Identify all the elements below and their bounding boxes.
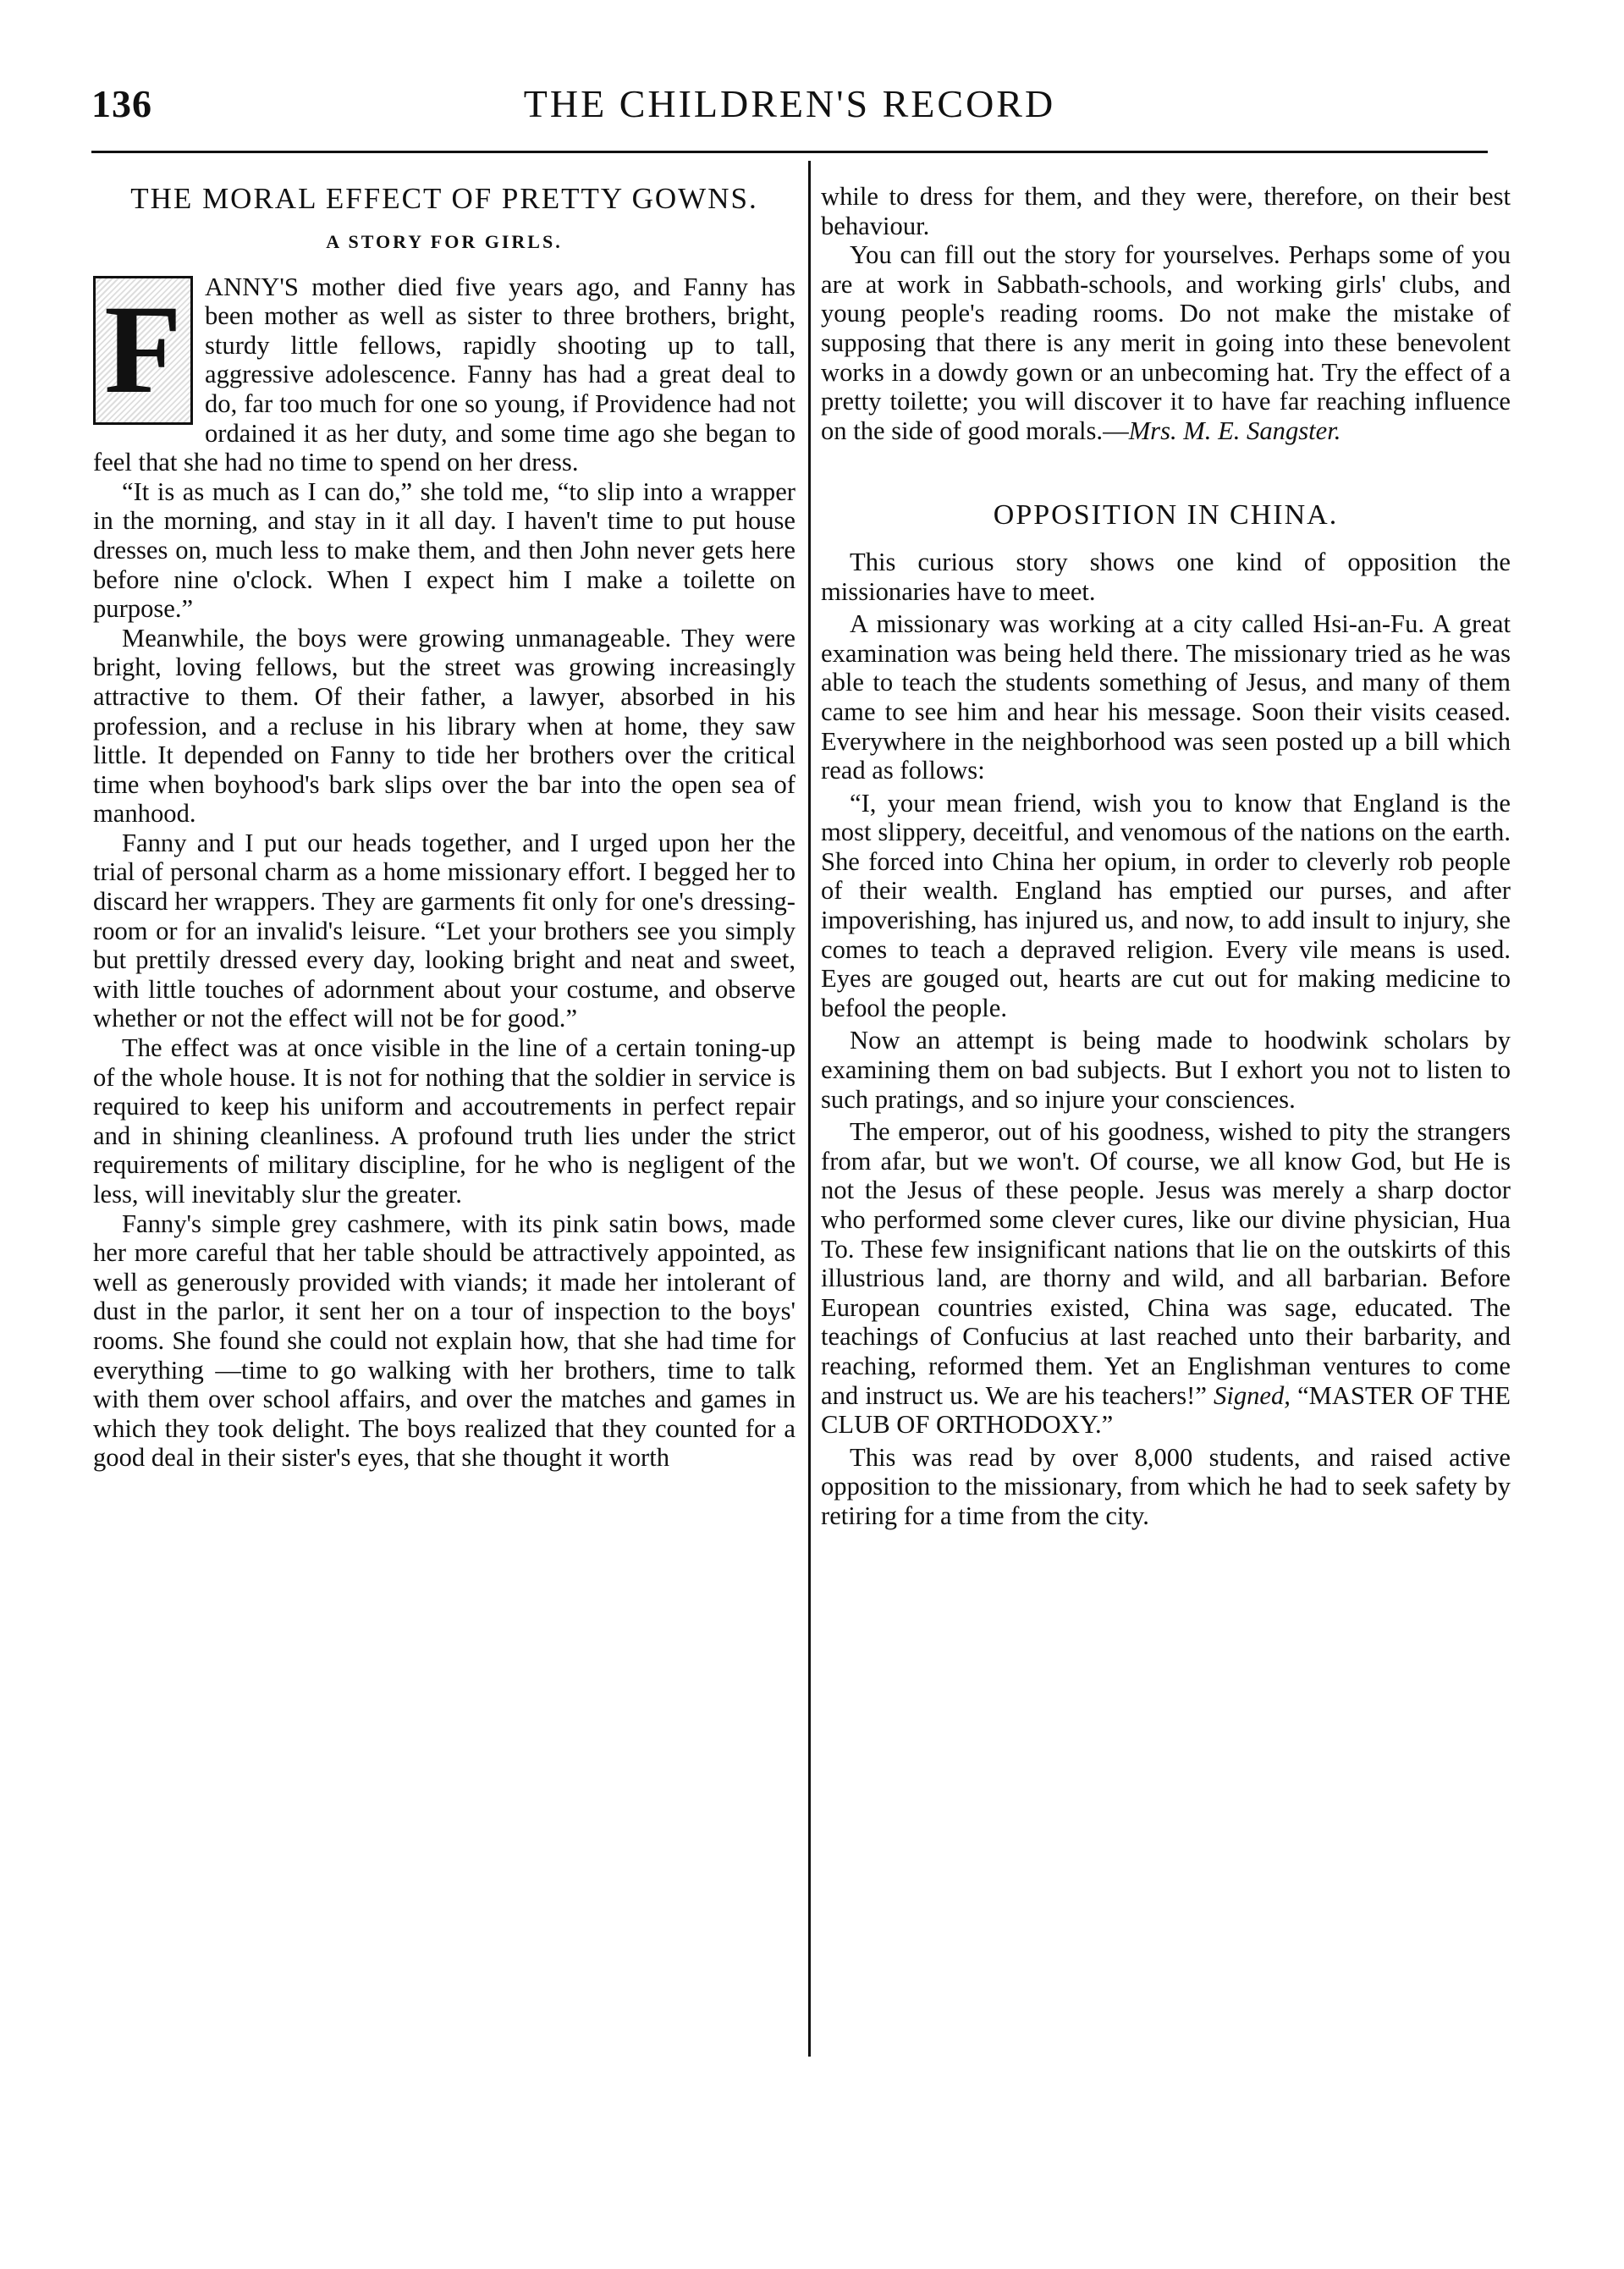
first-paragraph-text: ANNY'S mother died five years ago, and Fanny has been mother as well as sister to three brothers, bright, sturdy little fellows, rapidly shooting up to tall, aggressive adolescence. Fanny has had a great deal to do, far too much for one so young, if Providence had not ordained it as her duty, and some time ago she began to feel that she had no time to spend on her dress.	[93, 272, 795, 477]
paragraph: This was read by over 8,000 students, and raised active opposition to the missionary, from which he had to seek safety by retiring for a time from the city.	[821, 1442, 1511, 1530]
opposition-article	[821, 548, 1511, 1531]
page-header	[91, 81, 1488, 132]
drop-cap-letter: F	[104, 278, 182, 420]
paragraph: The effect was at once visible in the line of a certain toning-up of the whole house. It is not for nothing that the soldier in service is required to keep his uniform and accoutrements in perfect repair and in shining cleanliness. A profound truth lies under the strict requirements of military discipline, for he who is negligent of the less, will inevitably slur the greater.	[93, 1033, 795, 1209]
paragraph	[821, 1117, 1511, 1440]
author-signature: Mrs. M. E. Sangster.	[1128, 416, 1341, 445]
paragraph: Now an attempt is being made to hoodwink scholars by examining them on bad subjects. But I exhort you not to listen to such pratings, and so injure your consciences.	[821, 1026, 1511, 1114]
closing-paragraph	[821, 240, 1511, 445]
paragraph: Meanwhile, the boys were growing unmanageable. They were bright, loving fellows, but the street was growing increasingly attractive to them. Of their father, a lawyer, absorbed in his profession, and a recluse in his library when at home, they saw little. It depended on Fanny to tide her brothers over the critical time when boyhood's bark slips over the bar into the open sea of manhood.	[93, 623, 795, 829]
bill-signature: “MASTER OF THE CLUB OF ORTHODOXY.”	[821, 1380, 1511, 1440]
page-number: 136	[91, 82, 152, 125]
first-paragraph	[93, 273, 795, 477]
closing-text: You can fill out the story for yourselves. Perhaps some of you are at work in Sabbath-schools, and working girls' clubs, and young people's reading rooms. Do not make the mistake of supposing that there is any merit in going into these benevolent works in a dowdy gown or an unbecoming hat. Try the effect of a pretty toilette; you will discover it to have far reaching influence on the side of good morals.—	[821, 240, 1511, 445]
left-column	[93, 182, 795, 1473]
drop-cap	[93, 276, 193, 425]
running-title: THE CHILDREN'S RECORD	[523, 82, 1056, 125]
paragraph: This curious story shows one kind of opposition the missionaries have to meet.	[821, 547, 1511, 606]
paragraph: Fanny and I put our heads together, and I urged upon her the trial of personal charm as a home missionary effort. I begged her to discard her wrappers. They are garments fit only for one's dressing-room or for an invalid's leisure. “Let your brothers see you simply but prettily dressed every day, looking bright and neat and sweet, with little touches of adornment about your costume, and observe whether or not the effect will not be for good.”	[93, 828, 795, 1033]
article-title: THE MORAL EFFECT OF PRETTY GOWNS.	[130, 182, 758, 215]
quoted-bill: “I, your mean friend, wish you to know that England is the most slippery, deceitful, and venomous of the nations on the earth. She forced into China her opium, in order to cleverly rob people of their wealth. England has emptied our purses, and after impoverishing, has injured us, and now, to add insult to injury, she comes to teach a depraved religion. Every vile means is used. Eyes are gouged out, hearts are cut out for making medicine to befool the people.	[821, 788, 1511, 1022]
section-title: OPPOSITION IN CHINA.	[993, 499, 1339, 531]
column-rule	[808, 161, 811, 2057]
paragraph: “It is as much as I can do,” she told me, “to slip into a wrapper in the morning, and stay in it all day. I haven't time to put house dresses on, much less to make them, and then John never gets here before nine o'clock. When I expect him I make a toilette on purpose.”	[93, 476, 795, 624]
continued-paragraph: while to dress for them, and they were, therefore, on their best behaviour.	[821, 182, 1511, 240]
paragraph-text: The emperor, out of his goodness, wished to pity the strangers from afar, but we won't. Of course, we all know God, but He is not the Jesus of these people. Jesus was merely a sharp doctor who performed some clever cures, like our divine physician, Hua To. These few insignificant nations that lie on the outskirts of this illustrious land, are thorny and wild, and all barbarian. Before European countries existed, China was sage, educated. The teachings of Confucius at last reached unto their barbarity, and reaching, reformed them. Yet an Englishman ventures to come and instruct us. We are his teachers!”	[821, 1117, 1511, 1410]
paragraph: Fanny's simple grey cashmere, with its pink satin bows, made her more careful that her table should be attractively appointed, as well as generously provided with viands; it made her intolerant of dust in the parlor, it sent her on a tour of inspection to the boys' rooms. She found she could not explain how, that she had time for everything —time to go walking with her brothers, time to talk with them over school affairs, and over the matches and games in which they took delight. The boys realized that they counted for a good deal in their sister's eyes, that she thought it worth	[93, 1209, 795, 1473]
paragraph: A missionary was working at a city called Hsi-an-Fu. A great examination was being held there. The missionary tried as he was able to teach the students something of Jesus, and many of them came to see him and hear his message. Soon their visits ceased. Everywhere in the neighborhood was seen posted up a bill which read as follows:	[821, 609, 1511, 785]
signed-label: Signed,	[1214, 1380, 1291, 1410]
article-subtitle: A STORY FOR GIRLS.	[326, 231, 563, 252]
header-rule	[91, 151, 1488, 153]
right-column	[821, 182, 1511, 1534]
